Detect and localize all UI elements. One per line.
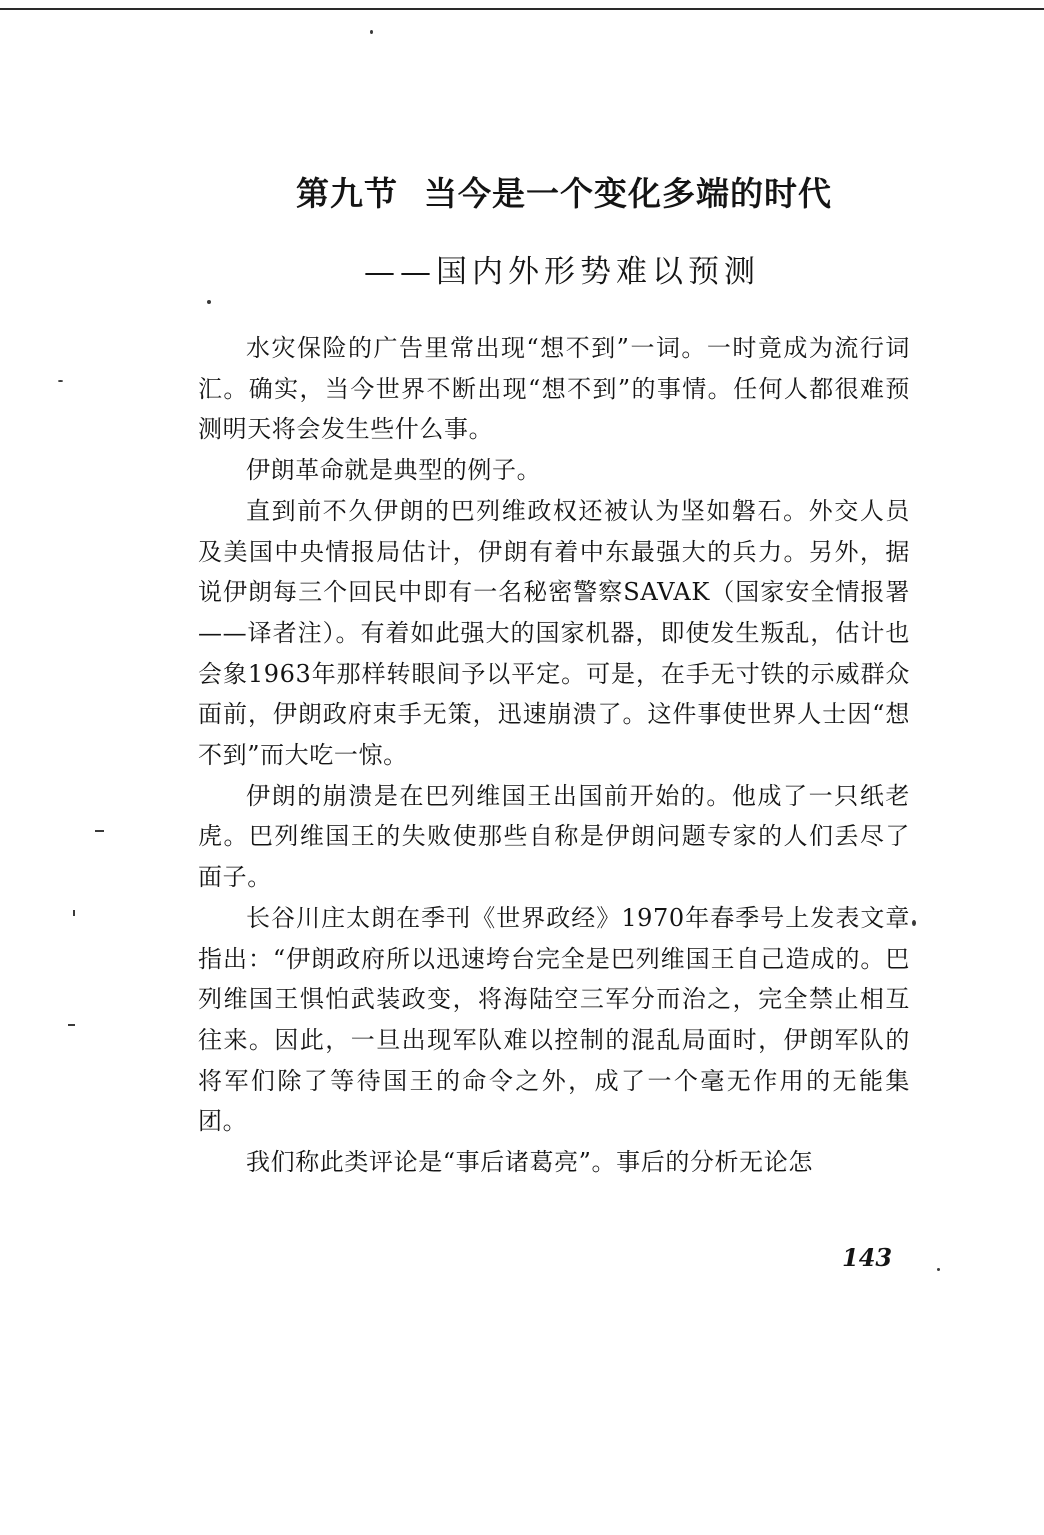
- paragraph: 我们称此类评论是“事后诸葛亮”。事后的分析无论怎: [246, 1148, 813, 1177]
- scan-speck: [68, 1024, 75, 1026]
- section-number: 第九节: [296, 174, 398, 213]
- paragraph: 水灾保险的广告里常出现“想不到”一词。一时竟成为流行词汇。确实，当今世界不断出现“想不到”的事情。任何人都很难预测明天将会发生些什么事。: [198, 334, 910, 444]
- body-text: [198, 328, 910, 1183]
- scan-speck: [370, 30, 373, 34]
- paragraph: 伊朗的崩溃是在巴列维国王出国前开始的。他成了一只纸老虎。巴列维国王的失败使那些自称是伊朗问题专家的人们丢尽了面子。: [198, 781, 910, 892]
- scan-speck: [58, 380, 63, 382]
- paragraph: 直到前不久伊朗的巴列维政权还被认为坚如磐石。外交人员及美国中央情报局估计，伊朗有着中东最强大的兵力。另外，据说伊朗每三个回民中即有一名秘密警察SAVAK（国家安全情报署——译者注）。有着如此强大的国家机器，即使发生叛乱，估计也会象1963年那样转眼间予以平定。可是，在手无寸铁的示威群众面前，伊朗政府束手无策，迅速崩溃了。这件事使世界人士因“想不到”而大吃一惊。: [198, 496, 910, 770]
- chapter-title: [198, 172, 910, 216]
- paragraph: 长谷川庄太朗在季刊《世界政经》1970年春季号上发表文章指出：“伊朗政府所以迅速垮台完全是巴列维国王自己造成的。巴列维国王惧怕武装政变，将海陆空三军分而治之，完全禁止相互往来。因此，一旦出现军队难以控制的混乱局面时，伊朗军队的将军们除了等待国王的命令之外，成了一个毫无作用的无能集团。: [198, 903, 910, 1136]
- scan-speck: [912, 920, 916, 926]
- section-subtitle: ——国内外形势难以预测: [364, 254, 760, 290]
- scan-speck: [207, 300, 211, 304]
- scan-speck: [95, 830, 104, 832]
- book-page: [198, 150, 910, 1183]
- scan-speck: [937, 1268, 940, 1271]
- paragraph: 伊朗革命就是典型的例子。: [246, 456, 542, 485]
- page-number: 143: [842, 1243, 893, 1272]
- scan-speck: [73, 910, 75, 916]
- section-heading: 当今是一个变化多端的时代: [424, 174, 832, 213]
- top-border-line: [0, 8, 1044, 10]
